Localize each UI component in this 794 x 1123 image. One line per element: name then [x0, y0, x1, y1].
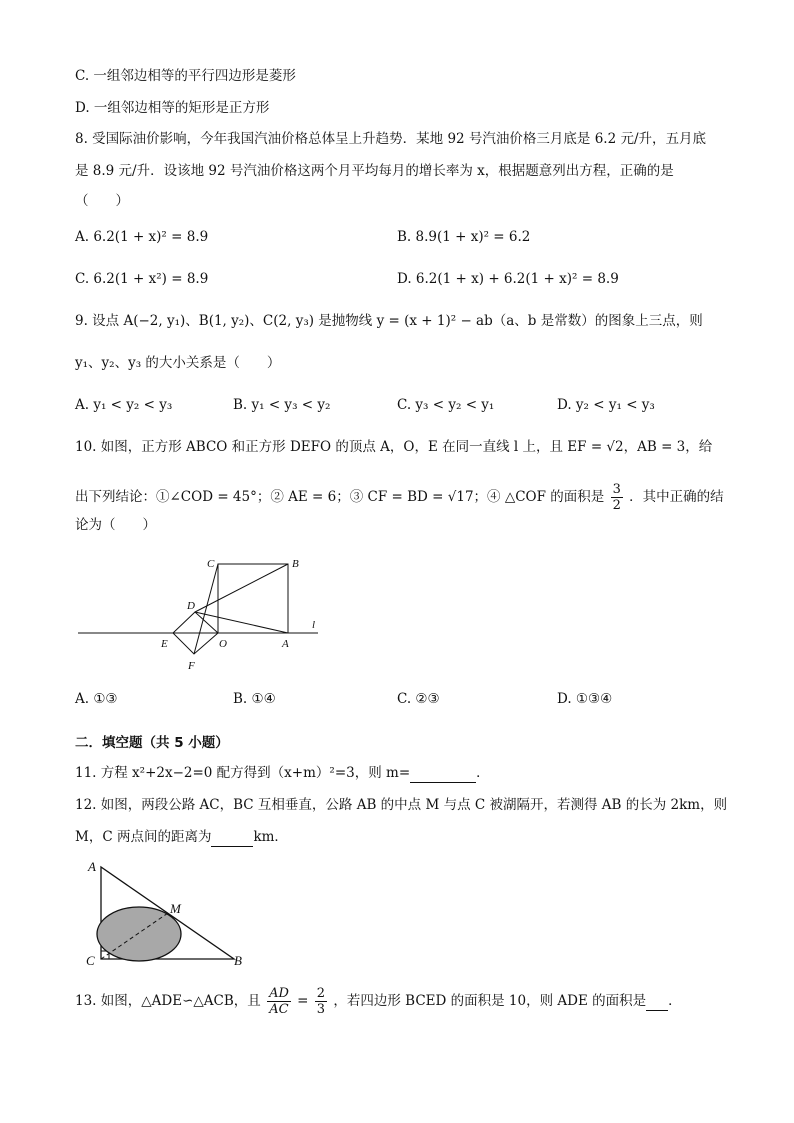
q8-option-d: D. 6.2(1 + x) + 6.2(1 + x)² = 8.9	[397, 271, 619, 287]
q10-label-a: A	[282, 638, 289, 650]
q13-text-a: 13. 如图，△ADE∽△ACB，且	[75, 993, 261, 1009]
section-fill-in-title: 二．填空题（共 5 小题）	[75, 735, 229, 751]
q13-fraction-den: AC	[269, 1002, 289, 1017]
q12-label-m: M	[170, 901, 181, 916]
q11-text-b: ．	[476, 765, 490, 781]
q10-option-c: C. ②③	[397, 691, 440, 707]
q10-stem-line3: 论为（ ）	[75, 517, 156, 533]
q10-label-l: l	[312, 619, 316, 631]
q10-fraction-den: 2	[612, 498, 621, 513]
q13-fraction-num: AD	[269, 986, 289, 1001]
q11-stem	[75, 764, 490, 783]
q8-option-b: B. 8.9(1 + x)² = 6.2	[397, 229, 531, 245]
q12-text-a: M，C 两点间的距离为	[75, 829, 212, 845]
q13-fraction-two-thirds	[315, 986, 327, 1017]
q10-figure	[70, 552, 340, 677]
q10-segment-bd	[195, 564, 288, 612]
q13-text-b: ，若四边形 BCED 的面积是 10，则 ADE 的面积是	[333, 993, 647, 1009]
q8-stem-line2: 是 8.9 元/升．设该地 92 号汽油价格这两个月平均每月的增长率为 x，根据题意列出方程，正确的是	[75, 163, 674, 179]
q13-fraction2-num: 2	[316, 986, 326, 1001]
q9-stem-line2: y₁、y₂、y₃ 的大小关系是（ ）	[75, 355, 281, 371]
q10-square-abco	[218, 564, 288, 633]
q9-stem-line1: 9. 设点 A(−2, y₁)、B(1, y₂)、C(2, y₃) 是抛物线 y = (x + 1)² − ab（a、b 是常数）的图象上三点，则	[75, 313, 703, 329]
q11-answer-blank[interactable]	[410, 764, 476, 783]
q10-stem-line1: 10. 如图，正方形 ABCO 和正方形 DEFO 的顶点 A，O，E 在同一直线 l 上，且 EF = √2，AB = 3，给	[75, 439, 713, 455]
q12-stem-line1: 12. 如图，两段公路 AC，BC 互相垂直，公路 AB 的中点 M 与点 C 被湖隔开，若测得 AB 的长为 2km，则	[75, 797, 728, 813]
q13-stem	[75, 986, 682, 1017]
q12-label-a: A	[88, 859, 96, 874]
q13-fraction2-den: 3	[316, 1002, 326, 1017]
q10-fraction-num: 3	[612, 482, 621, 497]
q9-option-a: A. y₁ < y₂ < y₃	[75, 397, 173, 413]
q10-stem-line2	[75, 482, 724, 513]
q10-option-b: B. ①④	[233, 691, 276, 707]
q12-label-b: B	[234, 953, 242, 968]
q9-option-c: C. y₃ < y₂ < y₁	[397, 397, 495, 413]
q10-fraction	[611, 482, 623, 513]
q8-paren: （ ）	[75, 193, 129, 209]
q12-text-b: km．	[253, 829, 288, 845]
q9-option-d: D. y₂ < y₁ < y₃	[557, 397, 655, 413]
q12-label-c: C	[86, 953, 95, 968]
q10-stem-line2b: ．其中正确的结	[629, 489, 724, 505]
q13-equals: =	[297, 993, 309, 1009]
q13-fraction-ad-ac	[267, 986, 291, 1017]
q10-label-d: D	[187, 600, 195, 612]
q7-option-d: D. 一组邻边相等的矩形是正方形	[75, 100, 270, 116]
q10-option-d: D. ①③④	[557, 691, 613, 707]
q8-option-c: C. 6.2(1 + x²) = 8.9	[75, 271, 209, 287]
q11-text-a: 11. 方程 x²+2x−2=0 配方得到（x+m）²=3，则 m=	[75, 765, 411, 781]
q10-stem-line2a: 出下列结论：①∠COD = 45°；② AE = 6；③ CF = BD = √17；④ △COF 的面积是	[75, 489, 605, 505]
q8-stem-line1: 8. 受国际油价影响，今年我国汽油价格总体呈上升趋势．某地 92 号汽油价格三月底是 6.2 元/升，五月底	[75, 131, 707, 147]
q8-option-a: A. 6.2(1 + x)² = 8.9	[75, 229, 209, 245]
q10-label-e: E	[161, 638, 168, 650]
q9-option-b: B. y₁ < y₃ < y₂	[233, 397, 331, 413]
q10-label-f: F	[188, 660, 195, 672]
q12-figure	[82, 855, 262, 973]
q13-answer-blank[interactable]	[646, 992, 668, 1011]
q12-answer-blank[interactable]	[211, 828, 253, 847]
q13-text-c: ．	[668, 993, 682, 1009]
q10-label-o: O	[219, 638, 227, 650]
q10-segment-cf	[194, 564, 218, 654]
q10-label-c: C	[207, 558, 215, 570]
q7-option-c: C. 一组邻边相等的平行四边形是菱形	[75, 68, 296, 84]
q10-option-a: A. ①③	[75, 691, 118, 707]
q10-label-b: B	[292, 558, 299, 570]
q10-segment-da	[195, 612, 288, 633]
q12-stem-line2	[75, 828, 288, 847]
